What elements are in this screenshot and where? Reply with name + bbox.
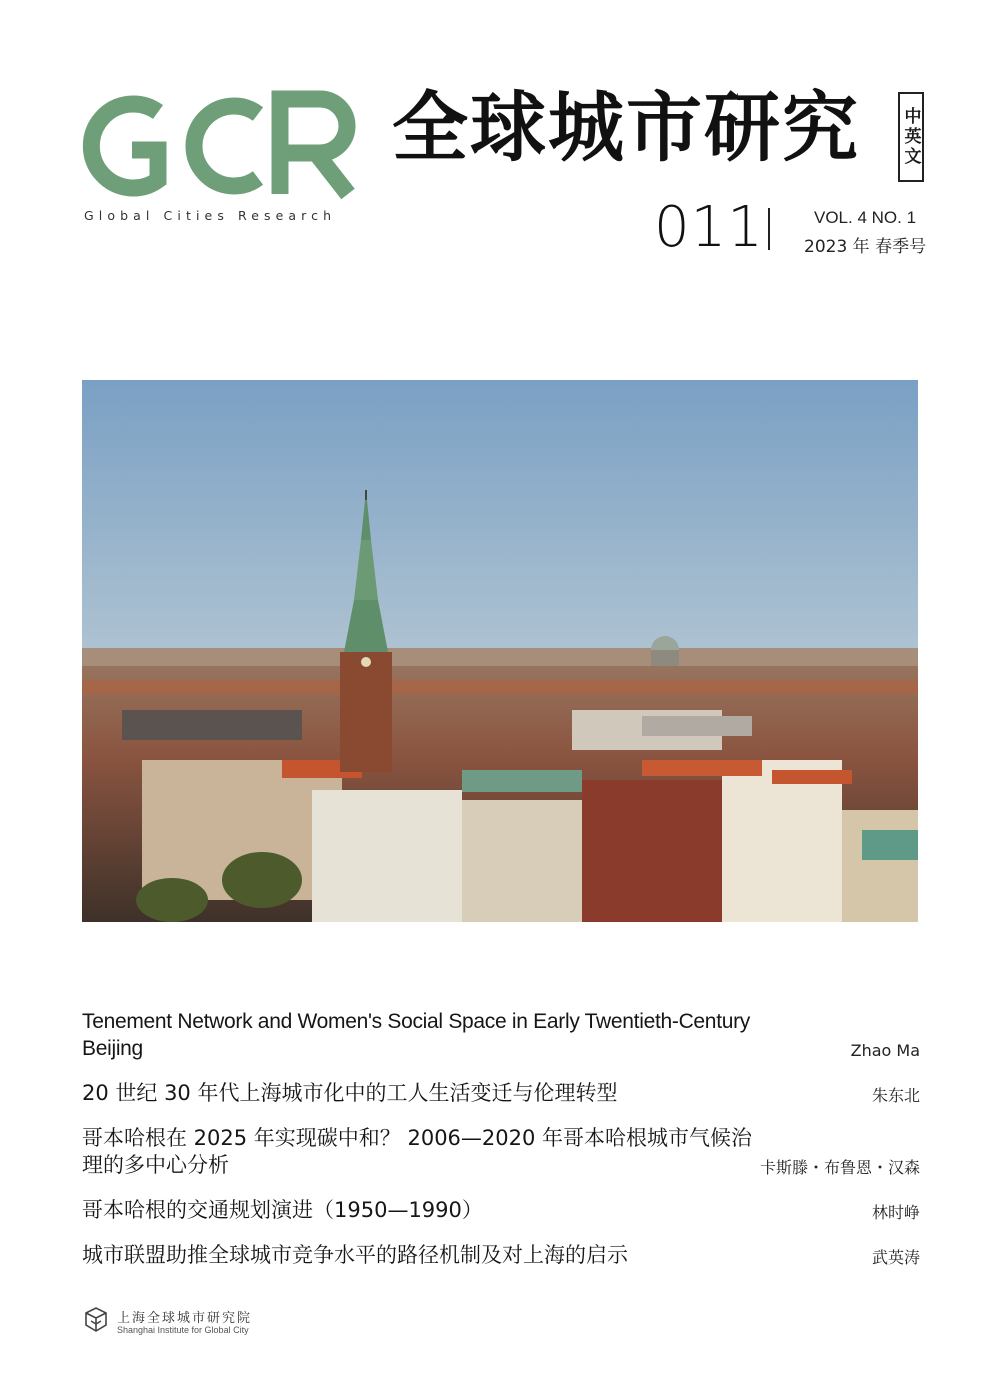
- toc-entry: [82, 1242, 920, 1269]
- article-author: 武英涛: [871, 1248, 920, 1267]
- article-author: 林时峥: [871, 1203, 920, 1222]
- toc-entry: [82, 1080, 920, 1107]
- article-author: 朱东北: [871, 1086, 920, 1105]
- volume-line: VOL. 4 NO. 1: [814, 208, 917, 227]
- article-title: 城市联盟助推全球城市竞争水平的路径机制及对上海的启示: [82, 1243, 628, 1267]
- article-title: 哥本哈根在 2025 年实现碳中和？ 2006—2020 年哥本哈根城市气候治理的多中心分析: [82, 1126, 753, 1177]
- institute-logo-icon: [82, 1305, 110, 1335]
- publisher-name-cn: 上海全球城市研究院: [117, 1311, 253, 1326]
- edition-label: 中英文: [900, 107, 921, 167]
- gcr-logo: [80, 90, 360, 202]
- issue-divider: [768, 208, 770, 250]
- table-of-contents: [82, 1008, 920, 1269]
- article-author: 卡斯滕・布鲁恩・汉森: [759, 1158, 920, 1177]
- toc-entry: [82, 1125, 920, 1179]
- cover-photo: [82, 380, 918, 922]
- edition-bracket: [898, 92, 924, 182]
- article-title: 哥本哈根的交通规划演进（1950—1990）: [82, 1198, 483, 1222]
- season-line: 2023 年 春季号: [804, 237, 927, 257]
- toc-entry: [82, 1008, 920, 1062]
- article-title: 20 世纪 30 年代上海城市化中的工人生活变迁与伦理转型: [82, 1081, 618, 1105]
- article-title: Tenement Network and Women's Social Space in Early Twentieth-Century Beijing: [82, 1010, 750, 1060]
- publisher-name-en: Shanghai Institute for Global City: [117, 1325, 249, 1335]
- toc-entry: [82, 1197, 920, 1224]
- issue-number: 011: [654, 195, 764, 260]
- article-author: Zhao Ma: [850, 1041, 920, 1060]
- logo-subtitle: Global Cities Research: [84, 208, 337, 223]
- journal-title: 全球城市研究: [392, 83, 860, 172]
